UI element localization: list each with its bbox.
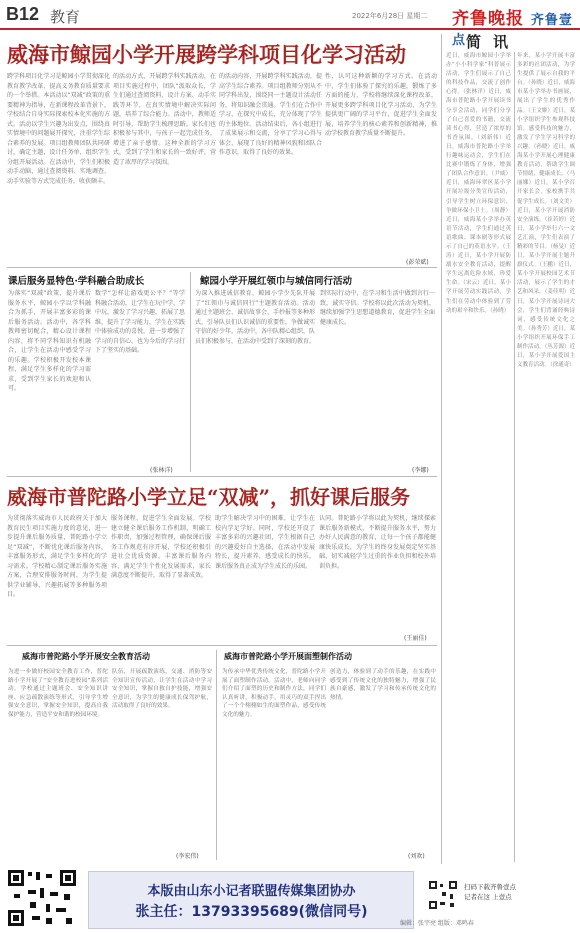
divider xyxy=(7,476,437,477)
ad-line1: 本版由山东小记者联盟传媒集团协办 xyxy=(147,884,356,899)
divider xyxy=(190,272,191,472)
scan-caption xyxy=(464,882,516,902)
section-name: 教育 xyxy=(50,8,81,26)
paper-sub-name: 齐鲁壹点 xyxy=(452,13,573,48)
briefs-title: 简讯 xyxy=(466,33,521,51)
sub3-col1: 为进一步做好校园安全教育工作，普陀路小学开展了“安全教育进校园”系列活动。学校通过主题班会、安全知识讲座、应急疏散演练等形式，引导学生增强安全意识，掌握安全知识，提高自我保护能力，营造平安和谐的校园环境。 xyxy=(8,669,108,718)
briefs-col2: 年来，某小学开展丰富多彩的社团活动，为学生提供了展示自我的平台。（孙晓）近日，威海市某小学举办书画展，展出了学生的优秀作品。（王文姬）近日，某小学组织学生参观科技馆，感受科技的魅力，激发了学生学习科学的兴趣。（孙晓）近日，威海某小学开展心理健康教育活动，帮助学生调节情绪，健康成长。（马丽娜）近日，某小学召开家长会，家校携手共促学生成长。（刘文美）近日，某小学开展消防安全演练。（崔若婷）近日，某小学举行六一文艺汇演，学生们表演了精彩的节目。（杨旻）近日，某小学开展主题升旗仪式。（王鹏）近日，某小学开展校园艺术节活动，展示了学生的才艺和风采。（姜佳明）近日，某小学开展诗词大会，学生们背诵经典诗词，感受传统文化之美。（孙秀芳）近日，某小学组织开展环保手工制作活动。（丛芳源）近日，某小学开展爱国主义教育活动。（徐通奇） xyxy=(517,53,575,369)
briefs-col1: 近日，威海市鲸园小学举办“小小科学家”科普展示活动，学生们展示了自己的科技作品，交流了创作心得。（张林洋）近日，威海市普陀路小学开展读书分享会活动，同学们分享了自己喜爱的书籍，交流读书心得，营造了浓厚的书香氛围。（刘新伟）近日，威海市普陀路小学举行趣味运动会，学生们在比赛中锻炼了身体，增强了团队合作意识。（尹威）近日，威海环翠区某小学开展垃圾分类宣传活动，引导学生树立环保意识，争做环保小卫士。（周静）近日，威海某小学举办英语节活动，学生们通过英语歌曲、课本剧等形式展示了自己的英语水平。（王涛）近日，某小学开展防溺水安全教育活动，提醒学生远离危险水域，珍爱生命。（宋云）近日，某小学开展劳动实践活动，学生们在劳动中体验到了劳动的艰辛和快乐。（孙晓） xyxy=(446,53,511,314)
sub4-col2: 创造力，体验到了动手的乐趣，在实践中感受到了传统文化的独特魅力，增强了民族自豪感，激发了学习和传承传统文化的热情。 xyxy=(330,669,436,701)
article2-col3: 助学生解决学习中的困难，让学生在校内学足学好。同时，学校还开设了丰富多彩的兴趣社团，学生根据自己的兴趣爱好自主选择，在活动中发展特长，提升素养，感受成长的快乐，课后服务真正成为学生成长的乐园。 xyxy=(215,515,315,570)
article2-col2: 服务课程，促进学生全面发展。学校建立健全课后服务工作机制，明确工作职责，加强过程管理，确保课后服务工作规范有序开展，学校还积极引进社会优质资源，丰富课后服务内容，满足学生个性化发展需求，家长满意度不断提升，取得了显著成效。 xyxy=(111,515,211,579)
article2-headline: 威海市普陀路小学立足“双减”，抓好课后服务 xyxy=(7,485,411,509)
paper-name: 齐鲁晚报 xyxy=(452,9,524,29)
sub1-title: 课后服务显特色·学科融合助成长 xyxy=(8,276,145,287)
page-number: B12 xyxy=(6,4,40,24)
article1-col1: 跨学科项目化学习是鲸园小学贯彻深化教育教学改革、提高义务教育质量要求的一个举措。本活动以“双减”政策的重要精神为指导，在新课程改革背景下，学校结合自身实际探索校本化实施的方式。活动以学生兴趣为出发点，围绕真实情境中的问题展开探究，注重学生综合素养的发展。项目组教师团队共同研讨，确定主题，设计任务单，组织学生分组开展活动。在活动中，学生们积极动手动脑，通过查阅资料、实地调查、动手实验等方式完成任务，收获颇丰。 xyxy=(7,73,110,185)
sub1-col1: 为落实“双减”政策，提升课后服务水平，鲸园小学以学科融合为抓手，开展丰富多彩的课后服务活动。活动中，各学科教师密切配合，精心设计课程内容，将不同学科知识有机融合，让学生在活动中感受学习的乐趣。学校积极开发校本课程，满足学生多样化的学习需求，受到学生家长的欢迎和认可。 xyxy=(8,290,91,392)
sub3-title: 威海市普陀路小学开展安全教育活动 xyxy=(22,651,150,661)
article1-col3: 的活动内容，开展跨学科实践活动，提高学生综合素养。项目组教师分别从不同学科出发，围绕同一主题设计活动任务，将知识融会贯通。学生们在合作中学习，在探究中成长，充分体现了学生的主体地位。活动结束后，各小组进行了成果展示和交流，分享了学习心得与体会，展现了良好的精神风貌和团队合作意识，取得了良好的效果。 xyxy=(219,73,322,156)
article1-byline: (彭荣斌) xyxy=(406,259,429,266)
sub1-byline: (张林洋) xyxy=(150,467,173,474)
article1-col2: 的活动方式，开展跨学科实践活动，在项目实施过程中，团队“汲取众长，学生们通过查阅资料、设计方案、动手实践等环节，在真实情境中解决实际问题，培养了综合能力。活动中，教师适时引导，帮助学生梳理思路。家长们也积极参与其中，与孩子一起完成任务，增进了亲子感情。这种全新的学习方式，受到了学生和家长的一致好评，营造了浓厚的学习氛围。 xyxy=(113,73,216,166)
sub2-byline: (李娜) xyxy=(412,467,429,474)
divider xyxy=(7,267,437,268)
scan-line2: 记者在这 上壹点 xyxy=(464,893,512,901)
sub4-title: 威海市普陀路小学开展面塑制作活动 xyxy=(224,651,352,661)
sub1-col2: 数学“怎样让游戏更公平？”等学科融合活动，让学生在玩中学、学中玩，激发了学习兴趣，拓展了思维，提升了学习能力，学生在实践中体验成功的喜悦，进一步增强了学习的自信心，也为今后的学习打下了坚实的基础。 xyxy=(95,290,185,354)
sub2-col1: 为深入推进诚信教育，鲸园小学少先队开展了“红领巾与诚信同行”主题教育活动。活动通过主题班会、诚信故事会、手抄报等多种形式，引导队员们认识诚信的重要性，争做诚实守信的好少年。活动中，各中队精心组织，队员们积极参与，在活动中受到了深刻的教育。 xyxy=(195,290,315,345)
article1-headline: 威海市鲸园小学开展跨学科项目化学习活动 xyxy=(7,42,406,67)
sub4-col1: 为传承中华优秀传统文化，普陀路小学开展了面塑制作活动。活动中，老师向同学们介绍了面塑的历史和制作方法，同学们认真听讲，积极动手，用灵巧的双手捏出了一个个栩栩如生的面塑作品，感受传统文化的魅力。 xyxy=(222,669,326,718)
sub3-byline: (李宏伟) xyxy=(176,853,199,860)
sub2-title: 鲸园小学开展红领巾与城信同行活动 xyxy=(200,276,353,287)
divider xyxy=(514,52,515,862)
article2-col4: 认同。普陀路小学将以此为契机，继续探索课后服务新模式，不断提升服务水平，努力办好人民满意的教育，让每一个孩子都能健康快乐成长，为学生的终身发展奠定坚实基础，切实减轻学生过重的作业负担和校外培训负担。 xyxy=(319,515,436,570)
sub4-byline: (刘欢) xyxy=(408,853,425,860)
app-qr-code-image xyxy=(428,880,458,910)
ad-line2: 张主任：13793395689(微信同号) xyxy=(135,904,368,920)
scan-line1: 扫码下载齐鲁壹点 xyxy=(464,883,516,891)
divider xyxy=(7,645,437,646)
article2-col1: 为贯彻落实威海市人民政府关于加大教育民生项目实施力度的意见，进一步提升课后服务质量，普陀路小学立足“双减”，不断优化课后服务内容，丰富服务形式，满足学生多样化的学习需求。学校精心制定课后服务实施方案，合理安排服务时间，为学生提供学业辅导、兴趣拓展等多种服务项目。 xyxy=(7,515,107,598)
sub2-col2: 到实际行动中，在学习和生活中做到言行一致，诚实守信。学校将以此次活动为契机，继续加强学生思想道德教育，促进学生全面健康成长。 xyxy=(320,290,435,326)
qr-code-image xyxy=(6,868,78,928)
sub3-col2: 队伍，开展疏散演练，交通、消防等安全知识宣传活动，让学生在活动中学习安全知识，掌握自救自护技能，增强安全意识，为学生的健康成长保驾护航，活动取得了良好的效果。 xyxy=(112,669,212,710)
divider xyxy=(441,34,442,864)
date-line: 2022年6月28日 星期二 xyxy=(352,12,428,20)
divider xyxy=(216,650,217,860)
article2-byline: (王丽佳) xyxy=(404,635,427,642)
editor-credit: 编辑：张宇亮 组版：邓鸣春 xyxy=(400,920,474,927)
article1-col4: 性，认可这种新颖的学习方式。在活动中，学生们体验了探究的乐趣，锻炼了多方面的能力，学校将继续深化课程改革，开展更多跨学科项目化学习活动，为学生提供更广阔的学习平台，促进学生全面发展，培养学生的核心素养和创新精神，推动学校教育教学质量不断提升。 xyxy=(325,73,437,137)
